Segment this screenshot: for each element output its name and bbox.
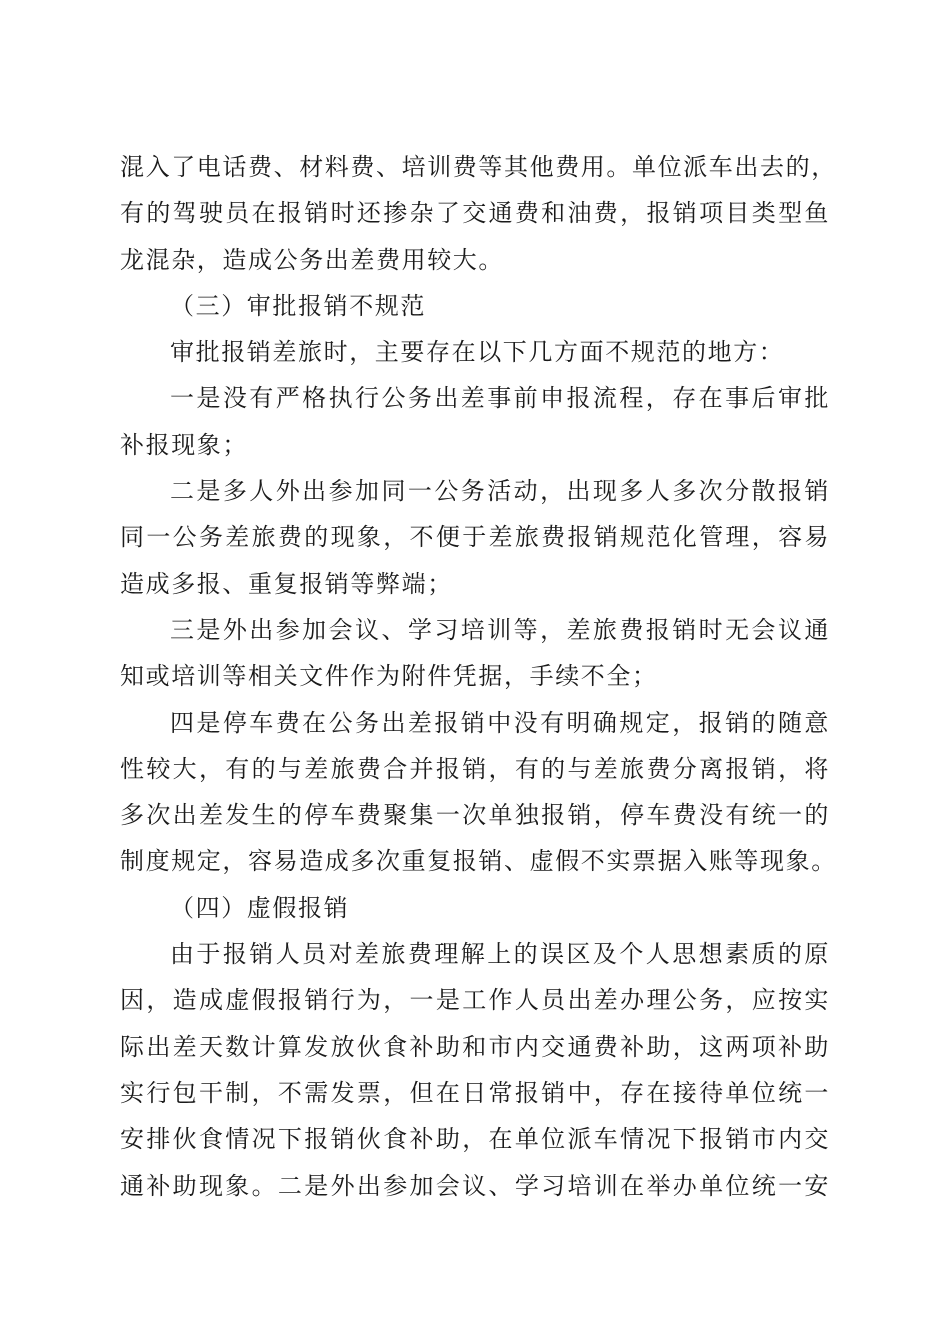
text-line: 有的驾驶员在报销时还掺杂了交通费和油费，报销项目类型鱼 <box>120 199 830 228</box>
text-line: 通补助现象。二是外出参加会议、学习培训在举办单位统一安 <box>120 1171 830 1200</box>
text-line: 补报现象； <box>120 430 248 459</box>
text-line: 实行包干制，不需发票，但在日常报销中，存在接待单位统一 <box>120 1078 830 1107</box>
text-line: 二是多人外出参加同一公务活动，出现多人多次分散报销 <box>170 477 830 506</box>
text-line: 安排伙食情况下报销伙食补助，在单位派车情况下报销市内交 <box>120 1125 830 1154</box>
text-line: 因，造成虚假报销行为，一是工作人员出差办理公务，应按实 <box>120 986 830 1015</box>
text-line: 造成多报、重复报销等弊端； <box>120 569 453 598</box>
text-line: （四）虚假报销 <box>170 893 350 922</box>
text-line: 一是没有严格执行公务出差事前申报流程，存在事后审批 <box>170 384 830 413</box>
text-line: 制度规定，容易造成多次重复报销、虚假不实票据入账等现象。 <box>120 847 837 876</box>
text-line: 知或培训等相关文件作为附件凭据，手续不全； <box>120 662 658 691</box>
text-line: 多次出差发生的停车费聚集一次单独报销，停车费没有统一的 <box>120 801 830 830</box>
body-text <box>120 144 837 1209</box>
text-line: （三）审批报销不规范 <box>170 291 426 320</box>
text-line: 同一公务差旅费的现象，不便于差旅费报销规范化管理，容易 <box>120 523 830 552</box>
text-line: 性较大，有的与差旅费合并报销，有的与差旅费分离报销，将 <box>120 754 830 783</box>
text-line: 三是外出参加会议、学习培训等，差旅费报销时无会议通 <box>170 615 830 644</box>
text-line: 审批报销差旅时，主要存在以下几方面不规范的地方： <box>170 338 785 367</box>
text-line: 混入了电话费、材料费、培训费等其他费用。单位派车出去的， <box>120 153 837 181</box>
text-line: 际出差天数计算发放伙食补助和市内交通费补助，这两项补助 <box>120 1032 830 1061</box>
text-line: 龙混杂，造成公务出差费用较大。 <box>120 245 504 274</box>
text-line: 由于报销人员对差旅费理解上的误区及个人思想素质的原 <box>170 940 830 969</box>
text-line: 四是停车费在公务出差报销中没有明确规定，报销的随意 <box>170 708 830 737</box>
